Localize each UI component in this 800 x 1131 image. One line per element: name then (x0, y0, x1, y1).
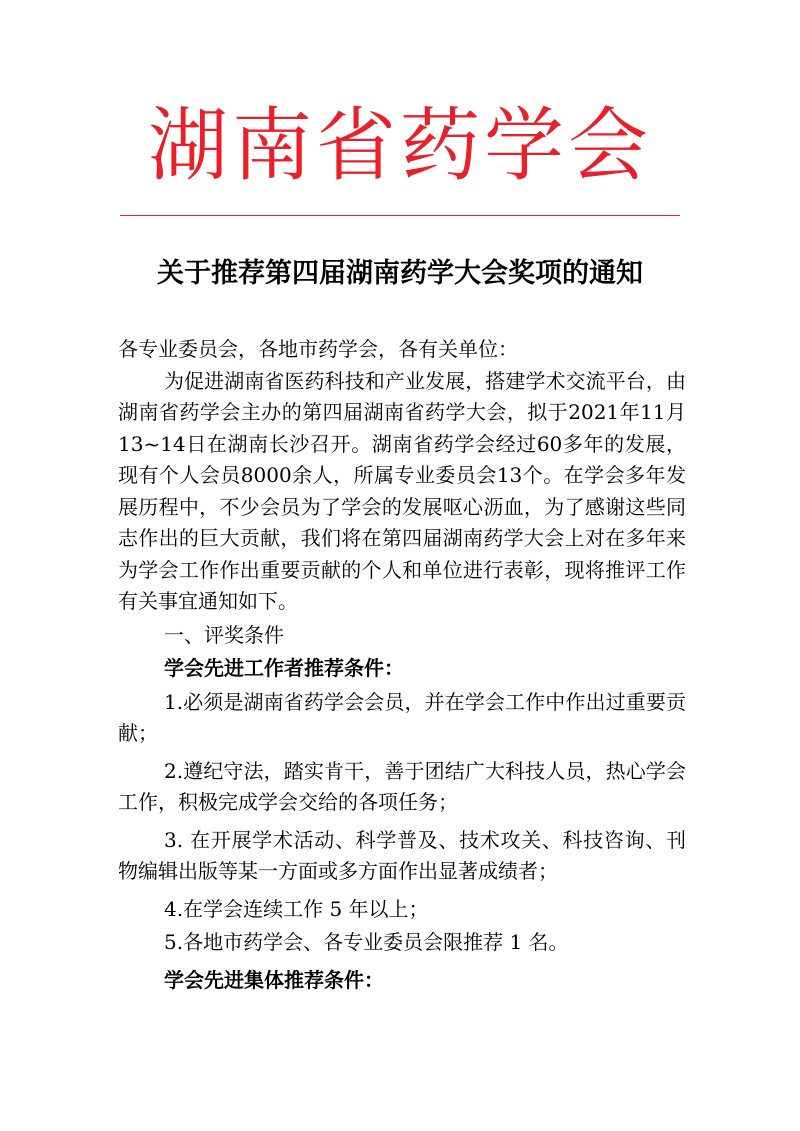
intro-paragraph: 为促进湖南省医药科技和产业发展，搭建学术交流平台，由湖南省药学会主办的第四届湖南省药学大会，拟于2021年11月13~14日在湖南长沙召开。湖南省药学会经过60多年的发展，现有个人会员8000余人，所属专业委员会13个。在学会多年发展历程中，不少会员为了学会的发展呕心沥血，为了感谢这些同志作出的巨大贡献，我们将在第四届湖南药学大会上对在多年来为学会工作作出重要贡献的个人和单位进行表彰，现将推评工作有关事宜通知如下。 (118, 368, 686, 613)
worker-condition-3: 3. 在开展学术活动、科学普及、技术攻关、科技咨询、刊物编辑出版等某一方面或多方面作出显著成绩者； (118, 827, 686, 883)
section-heading-award-criteria: 一、评奖条件 (164, 622, 284, 647)
worker-condition-5: 5.各地市药学会、各专业委员会限推荐 1 名。 (164, 930, 569, 954)
document-body (118, 334, 686, 996)
salutation: 各专业委员会，各地市药学会，各有关单位： (118, 337, 518, 361)
advanced-group-heading: 学会先进集体推荐条件： (164, 967, 384, 992)
document-title: 关于推荐第四届湖南药学大会奖项的通知 (157, 258, 643, 289)
letterhead-divider (120, 215, 680, 216)
org-letterhead: 湖南省药学会 (148, 99, 652, 192)
worker-condition-1: 1.必须是湖南省药学会会员，并在学会工作中作出过重要贡献； (118, 689, 686, 745)
advanced-worker-heading: 学会先进工作者推荐条件： (164, 656, 404, 680)
worker-condition-2: 2.遵纪守法，踏实肯干，善于团结广大科技人员，热心学会工作，积极完成学会交给的各项任务； (118, 758, 686, 814)
worker-condition-4: 4.在学会连续工作 5 年以上； (164, 896, 429, 921)
